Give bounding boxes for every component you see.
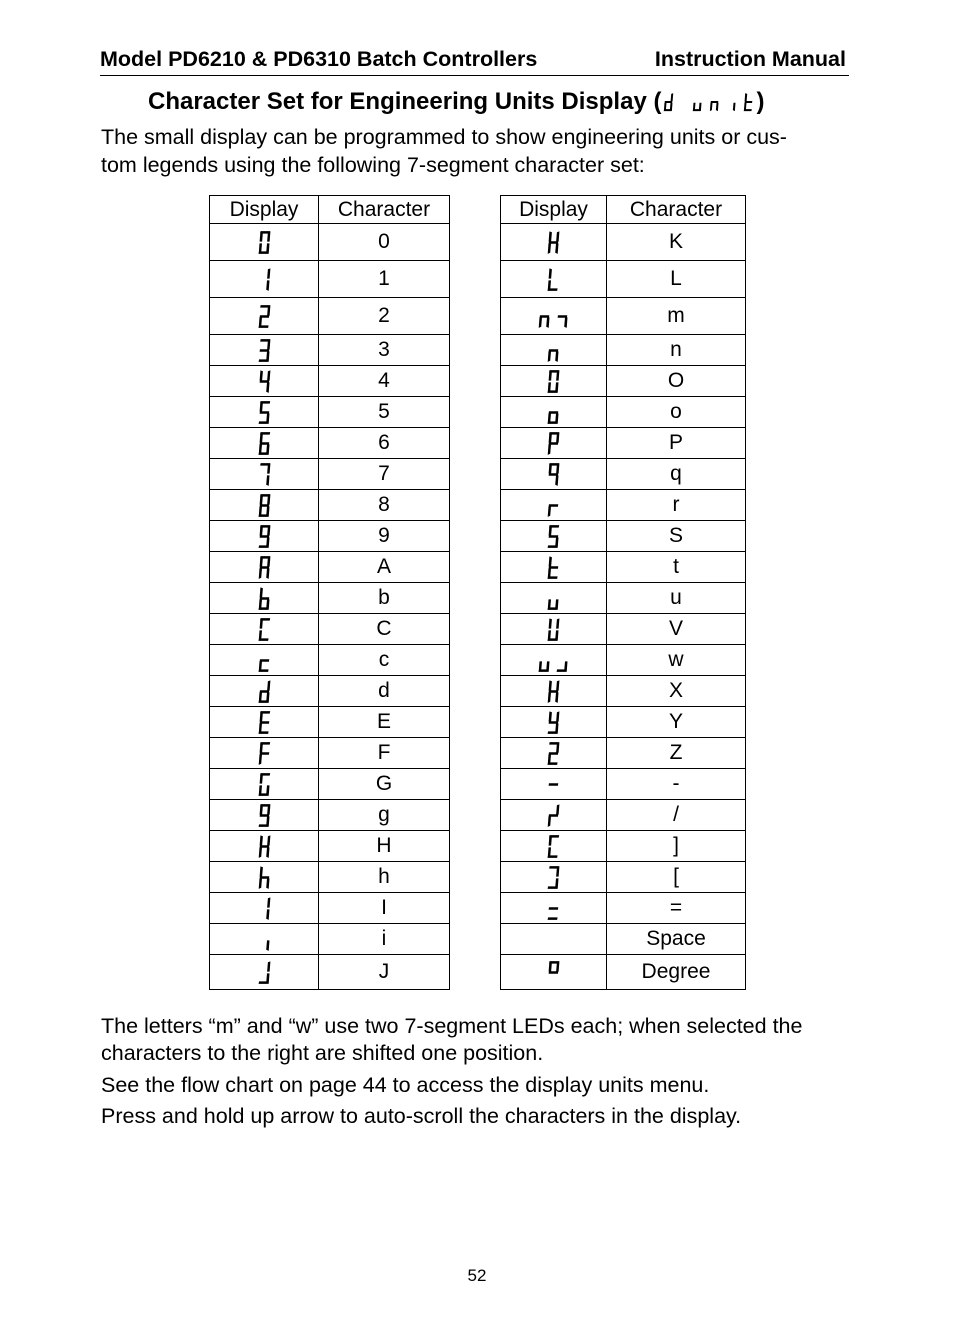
seven-segment-display-glyph (501, 924, 607, 955)
segment-b (267, 961, 270, 971)
segment-d (258, 421, 268, 424)
character-cell: i (319, 924, 450, 955)
seven-segment-display-glyph (210, 769, 319, 800)
table-row (210, 955, 450, 990)
seven-segment-display-glyph (210, 800, 319, 831)
character-cell: 6 (319, 428, 450, 459)
table-row (210, 521, 450, 552)
segment-e (548, 692, 551, 702)
segment-b (556, 618, 559, 628)
segment-c (716, 103, 719, 111)
title-display-code (661, 92, 756, 112)
segment-g (259, 380, 269, 383)
segment-b (556, 711, 559, 721)
seven-segment-display-glyph (210, 955, 319, 990)
seven-segment-display-glyph (210, 583, 319, 614)
column-header-character: Character (607, 196, 746, 224)
segment-g (549, 971, 559, 974)
segment-f (259, 556, 262, 566)
table-row (501, 955, 746, 990)
segment-e (548, 506, 551, 516)
column-header-character: Character (319, 196, 450, 224)
seven-segment-display-glyph (501, 831, 607, 862)
segment-g (549, 504, 559, 507)
segment-b (556, 804, 559, 814)
table-row (210, 893, 450, 924)
seven-segment-display-glyph (210, 552, 319, 583)
segment-c (266, 599, 269, 609)
segment-c (266, 785, 269, 795)
segment-e (258, 878, 261, 888)
character-cell: b (319, 583, 450, 614)
segment-d (258, 824, 268, 827)
table-row (210, 552, 450, 583)
segment-f (549, 231, 552, 241)
segment-f (549, 556, 552, 566)
segment-g (259, 814, 269, 817)
note-auto-scroll: Press and hold up arrow to auto-scroll the characters in the display. (101, 1104, 742, 1128)
segment-c (564, 317, 567, 327)
table-row (501, 800, 746, 831)
seven-segment-display-glyph (210, 614, 319, 645)
segment-f (259, 370, 262, 380)
seven-segment-display-glyph (501, 224, 607, 261)
segment-f (549, 618, 552, 628)
segment-f (549, 835, 552, 845)
segment-d (258, 359, 268, 362)
table-row (501, 298, 746, 335)
segment-f (259, 587, 262, 597)
table-row (501, 738, 746, 769)
seven-segment-display-glyph (501, 335, 607, 366)
table-row (501, 552, 746, 583)
segment-d (548, 576, 558, 579)
table-row (210, 645, 450, 676)
seven-segment-display-glyph (210, 298, 319, 335)
segment-c (266, 280, 269, 290)
segment-d (548, 288, 558, 291)
table-row (501, 366, 746, 397)
table-row (210, 769, 450, 800)
character-cell: O (607, 366, 746, 397)
table-row (210, 614, 450, 645)
character-cell: [ (607, 862, 746, 893)
table-row (501, 224, 746, 261)
character-cell: G (319, 769, 450, 800)
table-row (210, 459, 450, 490)
character-cell: h (319, 862, 450, 893)
segment-f (549, 711, 552, 721)
character-cell: L (607, 261, 746, 298)
character-cell: A (319, 552, 450, 583)
segment-g (259, 690, 269, 693)
segment-e (548, 444, 551, 454)
seven-segment-display-glyph (501, 521, 607, 552)
segment-b (267, 370, 270, 380)
table-row (501, 676, 746, 707)
segment-c (555, 475, 558, 485)
seven-segment-display-glyph (501, 298, 607, 335)
segment-d (258, 731, 268, 734)
character-cell: 3 (319, 335, 450, 366)
seven-segment-display-glyph (210, 924, 319, 955)
seven-segment-display-glyph (210, 428, 319, 459)
segment-b (556, 680, 559, 690)
segment-d (258, 981, 268, 984)
character-cell: S (607, 521, 746, 552)
character-cell: ] (607, 831, 746, 862)
table-row (501, 769, 746, 800)
segment-g (540, 315, 550, 318)
page-number: 52 (467, 1266, 487, 1285)
segment-d (693, 109, 701, 111)
character-table-right (500, 195, 746, 990)
seven-segment-display-glyph (210, 862, 319, 893)
character-cell: q (607, 459, 746, 490)
segment-b (671, 93, 674, 101)
segment-g (259, 349, 269, 352)
segment-g (259, 504, 269, 507)
character-cell: 2 (319, 298, 450, 335)
character-cell: V (607, 614, 746, 645)
character-cell: t (607, 552, 746, 583)
column-header-display: Display (501, 196, 607, 224)
note-flow-chart: See the flow chart on page 44 to access the display units menu. (101, 1073, 710, 1097)
character-cell: 0 (319, 224, 450, 261)
segment-b (267, 268, 270, 278)
character-cell: K (607, 224, 746, 261)
segment-d (548, 855, 558, 858)
character-cell: 4 (319, 366, 450, 397)
table-row (210, 335, 450, 366)
character-cell: E (319, 707, 450, 738)
seven-segment-display-glyph (501, 490, 607, 521)
table-row (501, 614, 746, 645)
character-cell: H (319, 831, 450, 862)
segment-e (258, 754, 261, 764)
seven-segment-display-glyph (210, 893, 319, 924)
segment-c (555, 351, 558, 361)
table-row (210, 862, 450, 893)
segment-c (266, 847, 269, 857)
segment-g (259, 315, 269, 318)
segment-g (549, 241, 559, 244)
segment-d (548, 731, 558, 734)
segment-g (259, 535, 269, 538)
segment-f (549, 961, 552, 971)
segment-f (259, 494, 262, 504)
header-model: Model PD6210 & PD6310 Batch Controllers (100, 47, 538, 71)
note-two-led-characters (101, 1013, 861, 1067)
character-cell: I (319, 893, 450, 924)
table-row (210, 583, 450, 614)
segment-c (733, 103, 736, 111)
segment-f (259, 742, 262, 752)
segment-g (665, 101, 673, 103)
segment-e (258, 847, 261, 857)
character-cell: d (319, 676, 450, 707)
seven-segment-display-glyph (501, 614, 607, 645)
segment-f (259, 773, 262, 783)
segment-g (259, 566, 269, 569)
title-suffix: ) (756, 88, 765, 115)
table-row (210, 261, 450, 298)
table-row (210, 490, 450, 521)
note-line: The letters “m” and “w” use two 7-segment LEDs each; when selected the (101, 1014, 803, 1038)
table-row (501, 397, 746, 428)
segment-g (549, 907, 559, 910)
table-row (210, 397, 450, 428)
seven-segment-display-glyph (501, 738, 607, 769)
segment-e (258, 568, 261, 578)
segment-g (549, 473, 559, 476)
segment-d (548, 917, 558, 920)
segment-f (259, 804, 262, 814)
segment-f (549, 268, 552, 278)
seven-segment-display-glyph (501, 428, 607, 459)
character-cell: F (319, 738, 450, 769)
table-row (210, 924, 450, 955)
table-row (501, 459, 746, 490)
character-cell: P (607, 428, 746, 459)
segment-c (546, 317, 549, 327)
segment-c (266, 940, 269, 950)
table-row (501, 924, 746, 955)
character-cell: - (607, 769, 746, 800)
segment-f (259, 866, 262, 876)
seven-segment-display-glyph (501, 893, 607, 924)
character-cell: Space (607, 924, 746, 955)
seven-segment-display-glyph (501, 955, 607, 990)
table-row (501, 893, 746, 924)
character-cell: Degree (607, 955, 746, 990)
segment-g (558, 315, 568, 318)
segment-f (259, 432, 262, 442)
segment-g (259, 597, 269, 600)
segment-c (266, 692, 269, 702)
segment-f (549, 680, 552, 690)
segment-f (259, 618, 262, 628)
segment-g (745, 101, 753, 103)
seven-segment-display-glyph (210, 490, 319, 521)
table-row (501, 335, 746, 366)
character-cell: C (319, 614, 450, 645)
segment-g (259, 752, 269, 755)
table-row (210, 428, 450, 459)
segment-f (259, 231, 262, 241)
seven-segment-display-glyph (210, 224, 319, 261)
segment-g (549, 783, 559, 786)
seven-segment-display-glyph (501, 261, 607, 298)
segment-g (259, 845, 269, 848)
segment-f (259, 525, 262, 535)
character-cell: 7 (319, 459, 450, 490)
column-header-display: Display (210, 196, 319, 224)
segment-c (555, 692, 558, 702)
seven-segment-display-glyph (210, 397, 319, 428)
seven-segment-display-glyph (210, 738, 319, 769)
character-cell: = (607, 893, 746, 924)
character-cell: X (607, 676, 746, 707)
segment-b (267, 680, 270, 690)
segment-g (549, 442, 559, 445)
segment-c (266, 444, 269, 454)
table-row (210, 676, 450, 707)
seven-segment-display-glyph (501, 645, 607, 676)
segment-g (259, 411, 269, 414)
segment-d (539, 669, 549, 672)
seven-segment-display-glyph (210, 335, 319, 366)
segment-g (259, 659, 269, 662)
character-cell: 9 (319, 521, 450, 552)
segment-d (548, 421, 558, 424)
segment-d (548, 607, 558, 610)
segment-g (549, 349, 559, 352)
segment-g (549, 814, 559, 817)
segment-g (259, 721, 269, 724)
table-row (501, 428, 746, 459)
segment-c (266, 909, 269, 919)
segment-g (549, 566, 559, 569)
table-row (501, 261, 746, 298)
segment-d (258, 638, 268, 641)
segment-g (711, 101, 719, 103)
seven-segment-display-glyph (501, 707, 607, 738)
seven-segment-display-glyph (501, 552, 607, 583)
table-row (210, 800, 450, 831)
character-cell: r (607, 490, 746, 521)
segment-g (259, 442, 269, 445)
character-cell: 5 (319, 397, 450, 428)
table-row (210, 298, 450, 335)
segment-d (258, 325, 268, 328)
seven-segment-display-glyph (210, 831, 319, 862)
seven-segment-display-glyph (501, 676, 607, 707)
segment-d (548, 886, 558, 889)
segment-g (549, 721, 559, 724)
segment-f (259, 401, 262, 411)
seven-segment-display-glyph (210, 707, 319, 738)
segment-b (267, 897, 270, 907)
table-row (501, 707, 746, 738)
table-row (501, 521, 746, 552)
character-cell: 1 (319, 261, 450, 298)
segment-b (556, 231, 559, 241)
character-cell: / (607, 800, 746, 831)
character-cell: Z (607, 738, 746, 769)
character-cell: J (319, 955, 450, 990)
segment-d (548, 762, 558, 765)
segment-f (259, 835, 262, 845)
seven-segment-display-glyph (501, 397, 607, 428)
character-cell: 8 (319, 490, 450, 521)
seven-segment-display-glyph (210, 645, 319, 676)
character-table-left (209, 195, 450, 990)
intro-line: The small display can be programmed to show engineering units or cus- (101, 125, 787, 149)
note-line: characters to the right are shifted one position. (101, 1041, 544, 1065)
section-title (148, 88, 764, 116)
character-cell: u (607, 583, 746, 614)
segment-e (539, 317, 542, 327)
segment-f (259, 711, 262, 721)
character-cell: Y (607, 707, 746, 738)
segment-f (745, 93, 748, 101)
table-row (210, 366, 450, 397)
segment-e (548, 351, 551, 361)
segment-d (548, 545, 558, 548)
segment-e (548, 243, 551, 253)
table-row (501, 862, 746, 893)
segment-g (259, 876, 269, 879)
segment-d (258, 545, 268, 548)
segment-c (266, 568, 269, 578)
segment-g (549, 535, 559, 538)
seven-segment-display-glyph (501, 800, 607, 831)
header-manual: Instruction Manual (654, 47, 846, 71)
seven-segment-display-glyph (210, 676, 319, 707)
seven-segment-display-glyph (501, 459, 607, 490)
seven-segment-display-glyph (501, 366, 607, 397)
seven-segment-display-glyph (210, 366, 319, 397)
character-cell: o (607, 397, 746, 428)
segment-f (549, 463, 552, 473)
character-cell: w (607, 645, 746, 676)
segment-e (710, 103, 713, 111)
segment-c (555, 243, 558, 253)
page-header (100, 45, 849, 76)
character-cell: c (319, 645, 450, 676)
segment-f (549, 432, 552, 442)
table-row (210, 707, 450, 738)
segment-e (548, 816, 551, 826)
segment-b (267, 835, 270, 845)
seven-segment-display-glyph (210, 521, 319, 552)
table-row (210, 831, 450, 862)
segment-g (549, 752, 559, 755)
table-row (501, 645, 746, 676)
segment-g (549, 690, 559, 693)
segment-c (266, 878, 269, 888)
title-prefix: Character Set for Engineering Units Display ( (148, 88, 662, 115)
segment-f (549, 370, 552, 380)
character-cell: m (607, 298, 746, 335)
table-row (210, 738, 450, 769)
table-row (501, 490, 746, 521)
seven-segment-display-glyph (501, 862, 607, 893)
seven-segment-display-glyph (501, 583, 607, 614)
character-cell: n (607, 335, 746, 366)
table-row (501, 583, 746, 614)
intro-line: tom legends using the following 7-segment character set: (101, 152, 645, 177)
table-row (501, 831, 746, 862)
seven-segment-display-glyph (210, 261, 319, 298)
segment-d (744, 109, 752, 111)
segment-f (549, 525, 552, 535)
segment-d (557, 669, 567, 672)
character-cell: g (319, 800, 450, 831)
seven-segment-display-glyph (501, 769, 607, 800)
table-row (210, 224, 450, 261)
segment-c (266, 382, 269, 392)
intro-paragraph (101, 124, 861, 179)
segment-d (258, 669, 268, 672)
seven-segment-display-glyph (210, 459, 319, 490)
segment-c (670, 103, 673, 111)
segment-c (266, 475, 269, 485)
segment-d (548, 638, 558, 641)
segment-g (549, 411, 559, 414)
